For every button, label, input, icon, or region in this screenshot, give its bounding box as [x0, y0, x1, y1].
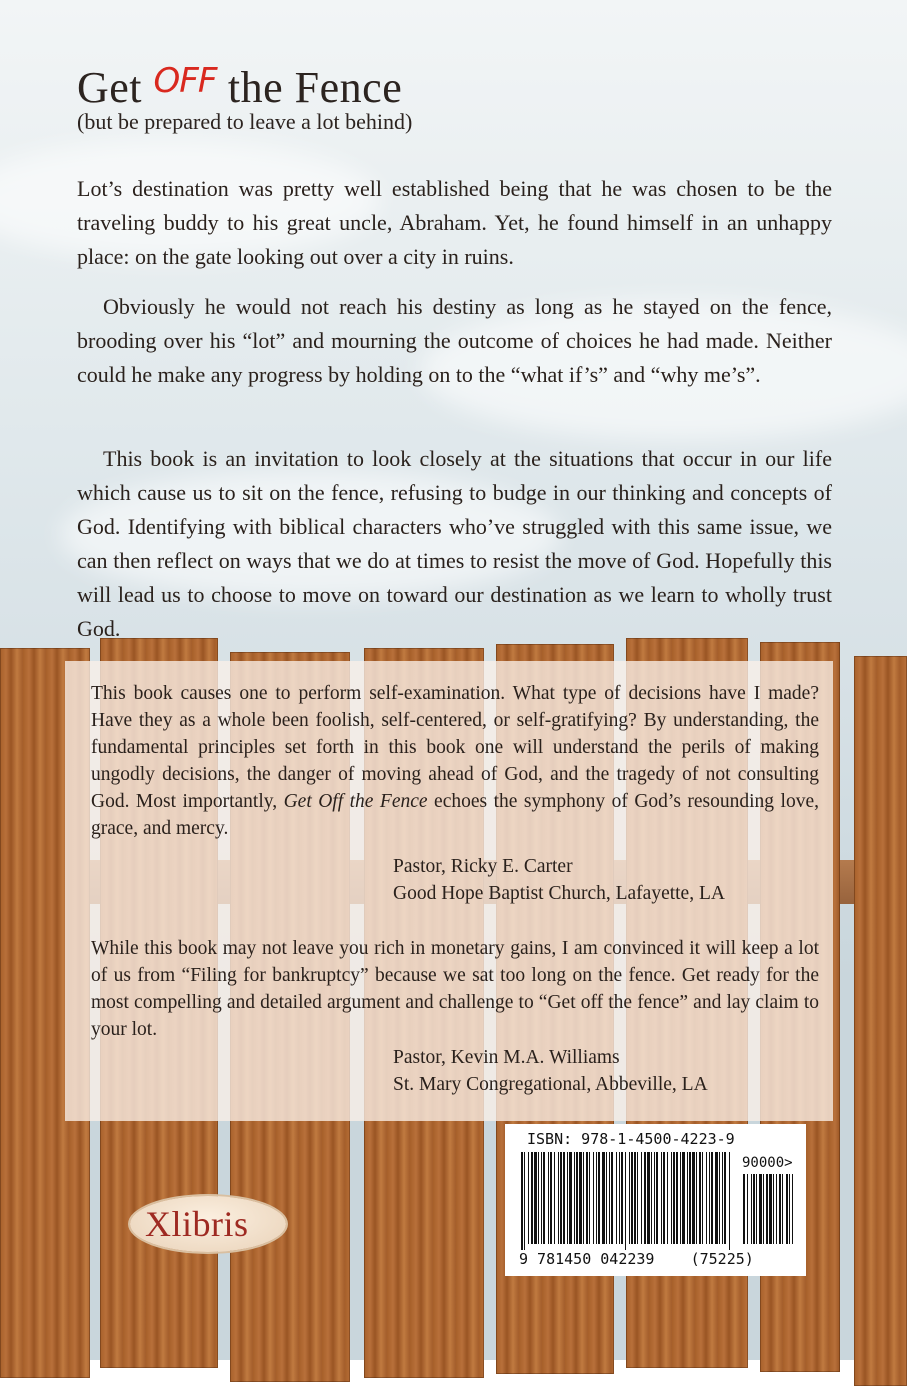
endorsement-2-author: Pastor, Kevin M.A. Williams — [393, 1047, 620, 1068]
description-paragraph-1: Lot’s destination was pretty well established being that he was chosen to be the traveling buddy to his great uncle, Abraham. Yet, he found himself in an unhappy place: on the gate looking out over a city in ruins. — [77, 176, 832, 269]
description-paragraph-3: This book is an invitation to look closely at the situations that occur in our life which cause us to sit on the fence, refusing to budge in our thinking and concepts of God. Identifying with biblical characters who’ve struggled with this same issue, we can then reflect on ways that we do at times to resist the move of God. Hopefully this will lead us to choose to move on toward our destination as we learn to wholly trust God. — [77, 446, 832, 641]
title-word-fence: the Fence — [227, 63, 403, 112]
price-bar — [756, 1174, 757, 1244]
barcode-bar — [548, 1152, 549, 1244]
barcode-bar — [656, 1152, 658, 1244]
barcode-bar — [576, 1152, 578, 1244]
description-paragraph-2: Obviously he would not reach his destiny as long as he stayed on the fence, brooding over his “lot” and mourning the outcome of choices he had made. Neither could he make any progress by holding on to the “what if’s” and “why me’s”. — [77, 294, 832, 387]
barcode-bar — [563, 1152, 565, 1244]
barcode-bar — [631, 1152, 633, 1244]
barcode-bar — [534, 1152, 537, 1244]
barcode-bar — [611, 1152, 613, 1244]
barcode-bar — [692, 1152, 695, 1244]
price-bar — [743, 1174, 745, 1244]
barcode-bar — [538, 1152, 539, 1244]
barcode-bar — [634, 1152, 636, 1244]
price-bar — [789, 1174, 790, 1244]
price-bar — [786, 1174, 788, 1244]
barcode-bar — [644, 1152, 646, 1244]
book-subtitle: (but be prepared to leave a lot behind) — [77, 109, 413, 134]
barcode-bar — [541, 1152, 542, 1244]
endorsement-1-book-title: Get Off the Fence — [283, 791, 428, 812]
price-bar — [766, 1174, 768, 1244]
title-word-get: Get — [77, 63, 143, 112]
barcode-bar — [621, 1152, 623, 1244]
barcode-bar — [543, 1152, 545, 1244]
barcode-bar — [589, 1152, 590, 1244]
barcode-bar — [641, 1152, 642, 1244]
endorsement-2-affiliation: St. Mary Congregational, Abbeville, LA — [393, 1074, 708, 1095]
price-bar — [763, 1174, 764, 1244]
barcode-bar — [596, 1152, 597, 1244]
endorsement-1-text: This book causes one to perform self-examination. What type of decisions have I made? Have they as a whole been foolish, self-centered, or self-gratifying? By understanding, the fundamental principles set forth in this book one will understand the perils of making ungodly decisions, the danger of moving ahead of God, and the tragedy of not consulting God. Most importantly, — [91, 683, 819, 812]
barcode-bar — [524, 1152, 525, 1250]
price-bar — [782, 1174, 783, 1244]
price-code: 90000> — [742, 1155, 793, 1171]
price-bar — [773, 1174, 774, 1244]
endorsement-quote-1 — [91, 680, 819, 842]
barcode-bar — [593, 1152, 594, 1244]
barcode-bar — [711, 1152, 713, 1244]
barcode-bar — [583, 1152, 584, 1244]
endorsement-1-text-end: echoes the symphony of God’s resounding love, grace, and mercy. — [91, 791, 819, 839]
barcode-bar — [654, 1152, 655, 1244]
price-bar — [753, 1174, 755, 1244]
barcode-bar — [682, 1152, 685, 1244]
endorsement-quote-2: While this book may not leave you rich in monetary gains, I am convinced it will keep a lot of us from “Filing for bankruptcy” because we sat too long on the fence. Get ready for the most compelling and detailed argument and challenge to “Get off the fence” and lay claim to your lot. — [91, 938, 819, 1040]
endorsement-1-author: Pastor, Ricky E. Carter — [393, 856, 573, 877]
barcode-bar — [558, 1152, 559, 1244]
barcode-bar — [569, 1152, 572, 1244]
barcode-bar — [521, 1152, 523, 1250]
barcode-bar — [699, 1152, 701, 1244]
publisher-name: Xlibris — [145, 1204, 249, 1244]
barcode-bar — [696, 1152, 697, 1244]
barcode-bar — [722, 1152, 723, 1244]
barcode-bar — [647, 1152, 650, 1244]
fence-board — [854, 656, 907, 1386]
barcode-digits: 9 781450 042239 — [519, 1250, 655, 1268]
barcode-bar — [579, 1152, 582, 1244]
barcode-bar — [574, 1152, 575, 1244]
barcode-bar — [651, 1152, 652, 1244]
barcode-bar — [663, 1152, 665, 1244]
barcode-bar — [729, 1152, 730, 1250]
price-bar — [751, 1174, 752, 1244]
price-bar — [776, 1174, 777, 1244]
barcode-bar — [661, 1152, 662, 1244]
barcode-number — [519, 1250, 754, 1268]
barcode-bar — [619, 1152, 620, 1244]
title-word-off: OFF — [153, 61, 217, 101]
barcode-bar — [567, 1152, 568, 1244]
barcode-bar — [550, 1152, 552, 1244]
price-bar — [759, 1174, 762, 1244]
price-bar — [792, 1174, 793, 1244]
barcode-bar — [724, 1152, 726, 1244]
barcode-bar — [616, 1152, 617, 1244]
barcode-bar — [606, 1152, 607, 1244]
barcode-bar — [625, 1152, 626, 1250]
book-title — [77, 62, 402, 113]
barcode-bar — [706, 1152, 707, 1244]
barcode-bar — [687, 1152, 688, 1244]
barcode-bar — [560, 1152, 562, 1244]
barcode-bar — [637, 1152, 638, 1244]
barcode-bar — [609, 1152, 610, 1244]
barcode-bar — [689, 1152, 691, 1244]
price-bar — [747, 1174, 748, 1244]
barcode-bar — [680, 1152, 681, 1244]
barcode-bar — [676, 1152, 678, 1244]
isbn-label: ISBN: 978-1-4500-4223-9 — [527, 1130, 735, 1148]
price-bar — [779, 1174, 781, 1244]
barcode-bar — [702, 1152, 703, 1244]
barcode-bar — [586, 1152, 588, 1244]
barcode-bar — [673, 1152, 675, 1244]
barcode-bar — [671, 1152, 672, 1244]
price-bar — [769, 1174, 772, 1244]
barcode-bar — [602, 1152, 605, 1244]
barcode-bar — [715, 1152, 718, 1244]
barcode-bar — [709, 1152, 710, 1244]
barcode-suffix: (75225) — [690, 1250, 754, 1268]
barcode-bar — [528, 1152, 529, 1244]
endorsement-1-affiliation: Good Hope Baptist Church, Lafayette, LA — [393, 883, 725, 904]
barcode-bar — [598, 1152, 600, 1244]
barcode-bar — [531, 1152, 533, 1244]
barcode-bar — [667, 1152, 668, 1244]
barcode-bar — [554, 1152, 555, 1244]
barcode-bar — [629, 1152, 630, 1244]
barcode-bar — [719, 1152, 720, 1244]
